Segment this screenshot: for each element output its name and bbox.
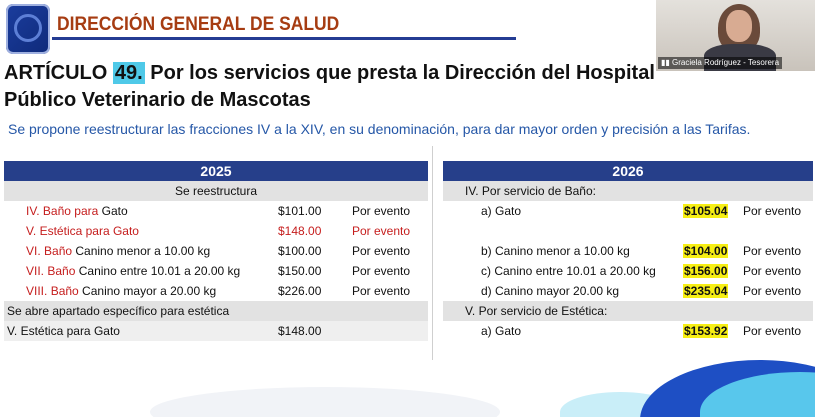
table-row: IV. Baño para Gato $101.00 Por evento [26,204,411,218]
table-row [443,221,813,241]
table-2025 [4,161,428,341]
article-text: Por los servicios que presta la Dirección del Hospital Público Veterinario de Mascotas [4,62,655,111]
table-row: VI. Baño Canino menor a 10.00 kg $100.00 Por evento [26,244,411,258]
video-thumbnail[interactable] [656,0,815,71]
article-number: 49. [114,62,143,84]
table-row: VII. Baño Canino entre 10.01 a 20.00 kg $150.00 Por evento [26,264,411,278]
table-2025-year: 2025 [4,161,428,181]
subtitle: Se propone reestructurar las fracciones IV a la XIV, en su denominación, para dar mayor orden y precisión a las Tarifas. [8,121,751,137]
table-row: VIII. Baño Canino mayor a 20.00 kg $226.00 Por evento [26,284,411,298]
table-2025-subheading: Se reestructura [4,181,428,201]
section-bano: IV. Por servicio de Baño: [443,181,813,201]
department-title: DIRECCIÓN GENERAL DE SALUD [57,14,340,35]
title-underline [52,37,516,40]
table-2026-year: 2026 [443,161,813,181]
table-2026 [443,161,813,341]
table-row: c) Canino entre 10.01 a 20.00 kg $156.00 Por evento [481,264,802,278]
section-estetica: V. Por servicio de Estética: [443,301,813,321]
table-row: a) Gato $153.92 Por evento [481,324,802,338]
table-row: d) Canino mayor 20.00 kg $235.04 Por evento [481,284,802,298]
table-row: V. Estética para Gato $148.00 [4,321,428,341]
table-row: V. Estética para Gato $148.00 Por evento [26,224,411,238]
table-2025-note: Se abre apartado específico para estética [4,301,428,321]
table-row: b) Canino menor a 10.00 kg $104.00 Por evento [481,244,802,258]
participant-name: ▮▮ Graciela Rodríguez - Tesorera [658,57,782,69]
article-heading [4,60,694,114]
article-prefix: ARTÍCULO [4,62,108,84]
column-divider [432,146,433,360]
institution-logo [6,4,50,54]
decorative-bubble [150,387,500,417]
table-row: a) Gato $105.04 Por evento [481,204,802,218]
